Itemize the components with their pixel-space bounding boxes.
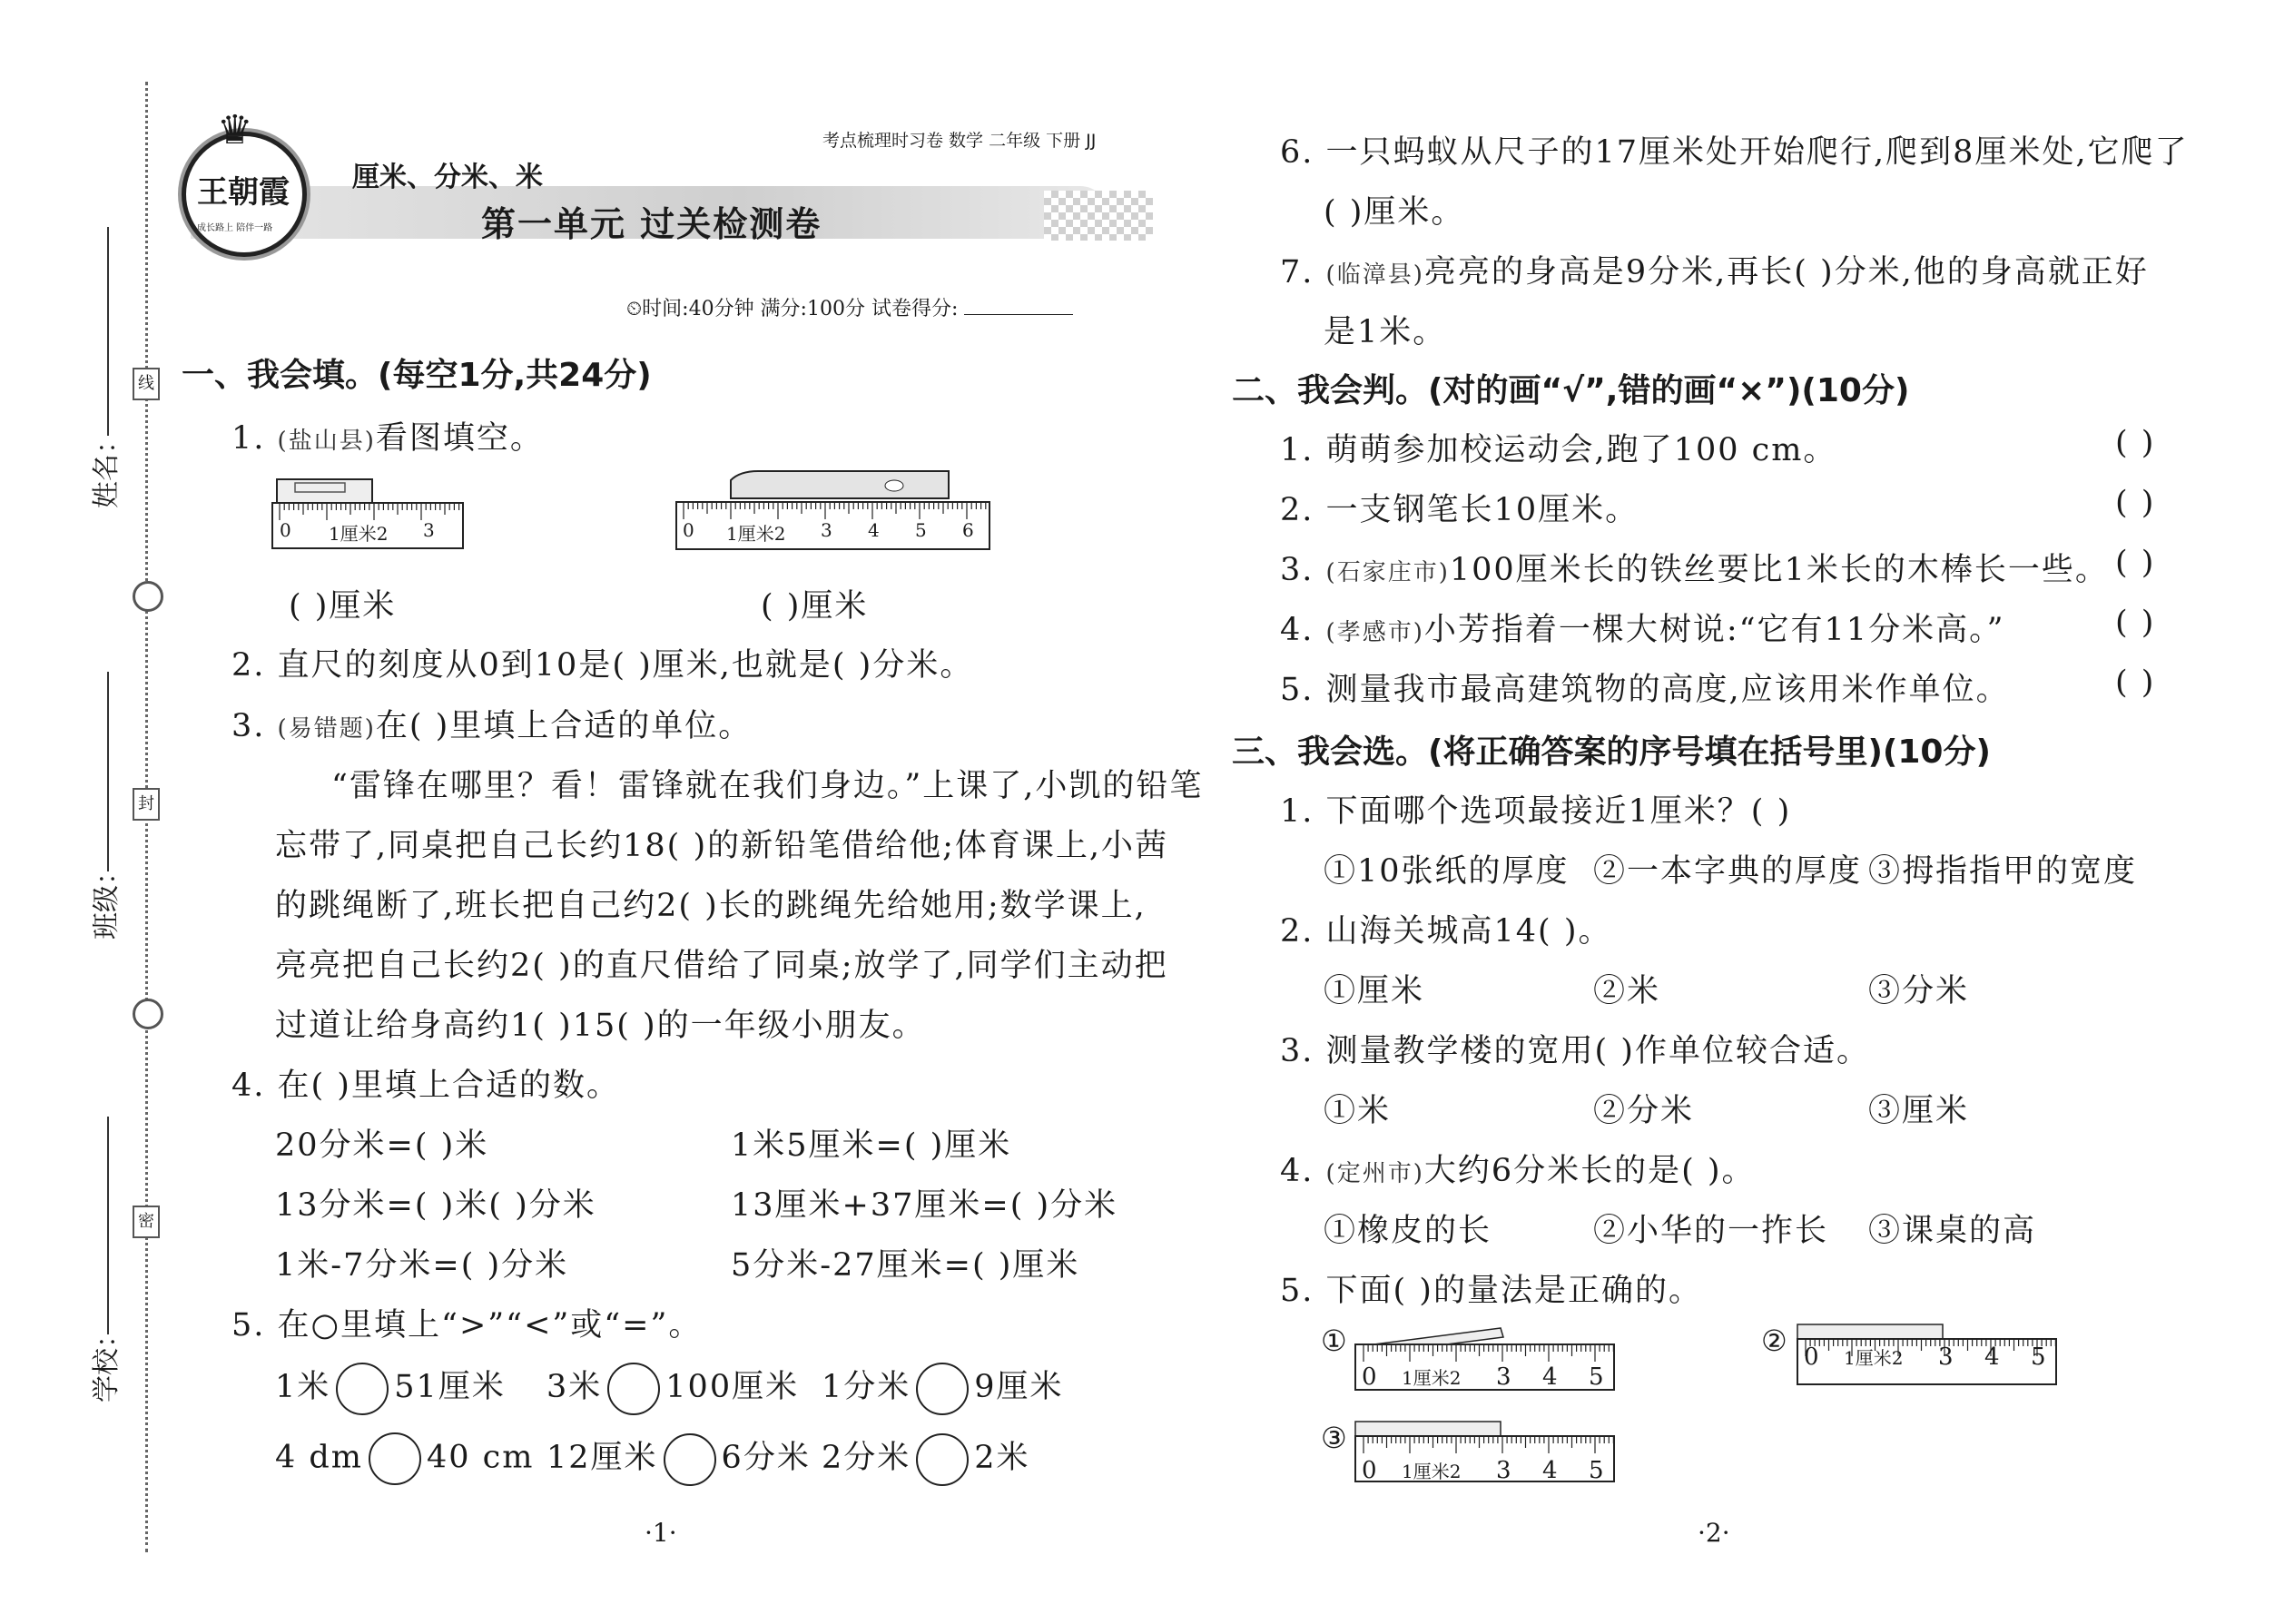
judge-item: [1280, 485, 1639, 530]
choice-option[interactable]: ③厘米: [1868, 1093, 1970, 1129]
q-text: 大约6分米长的是( )。: [1423, 1153, 1756, 1189]
question-6-line: 6. 一只蚂蚁从尺子的17厘米处开始爬行,爬到8厘米处,它爬了: [1280, 134, 2189, 171]
judge-answer-blank[interactable]: ( ): [2115, 485, 2156, 521]
compare-circle-blank[interactable]: [916, 1433, 969, 1486]
ruler-tick-label: 1厘米2: [1402, 1461, 1462, 1482]
figure-mark-3[interactable]: ③: [1321, 1421, 1349, 1455]
ruler-b-tick-4: 4: [868, 519, 880, 541]
q-text: 在( )里填上合适的单位。: [375, 708, 753, 744]
choice-option[interactable]: ②一本字典的厚度: [1593, 853, 1863, 890]
compare-circle-blank[interactable]: [664, 1433, 716, 1486]
ruler-tick-label: 5: [1589, 1363, 1604, 1391]
logo-subtext: 成长路上 陪伴一路: [197, 223, 273, 233]
q-text: 一支钢笔长10厘米。: [1325, 492, 1639, 528]
seal-line-2: 封: [133, 788, 160, 821]
ruler-tick-label: 1厘米2: [1402, 1367, 1462, 1389]
q-source: (临漳县): [1325, 261, 1424, 289]
choice-question-5: 5. 下面( )的量法是正确的。: [1280, 1273, 1702, 1309]
binding-knot-icon: [133, 581, 163, 612]
seal-line-3: 密: [133, 1206, 160, 1238]
ruler-b-tick-6: 6: [962, 519, 974, 541]
school-label: 学校：: [91, 1321, 123, 1403]
section-1-heading: 一、我会填。(每空1分,共24分): [182, 357, 652, 394]
compare-circle-blank[interactable]: [607, 1363, 660, 1415]
q1-answer-a[interactable]: ( )厘米: [289, 588, 397, 625]
compare-left: 4 dm: [275, 1439, 363, 1476]
choice-option[interactable]: ①橡皮的长: [1324, 1213, 1492, 1249]
compare-left: 3米: [546, 1369, 603, 1405]
q-text: 测量我市最高建筑物的高度,应该用米作单位。: [1325, 672, 2010, 708]
compare-right: 100厘米: [665, 1369, 800, 1405]
compare-circle-blank[interactable]: [916, 1363, 969, 1415]
q-source: (石家庄市): [1325, 559, 1450, 586]
question-7-line: 是1米。: [1324, 314, 1447, 350]
q3-passage-line: 过道让给身高约1( )15( )的一年级小朋友。: [275, 1008, 926, 1044]
compare-circle-blank[interactable]: [336, 1363, 389, 1415]
class-label: 班级：: [91, 858, 123, 940]
exam-info-text: ⏲时间:40分钟 满分:100分 试卷得分:: [626, 298, 959, 320]
q-text: 萌萌参加校运动会,跑了100 cm。: [1325, 432, 1837, 468]
q-number: 7.: [1280, 254, 1314, 290]
q-text: 看图填空。: [375, 420, 544, 457]
binding-knot-icon: [133, 999, 163, 1029]
compare-right: 6分米: [721, 1440, 811, 1476]
ruler-tick-label: 5: [2031, 1343, 2046, 1371]
ruler-b-tick-0: 0: [683, 519, 694, 541]
q-number: 3.: [231, 708, 266, 744]
q3-passage-line: 的跳绳断了,班长把自己约2( )长的跳绳先给她用;数学课上,: [275, 888, 1147, 924]
choice-option[interactable]: ②分米: [1593, 1093, 1695, 1129]
ruler-tick-label: 0: [1362, 1457, 1377, 1484]
compare-item: [275, 1432, 534, 1485]
ruler-b-tick-5: 5: [915, 519, 927, 541]
q-number: 4.: [1280, 612, 1314, 648]
choice-option[interactable]: ③课桌的高: [1868, 1213, 2037, 1249]
q-number: 5.: [1280, 672, 1314, 708]
ruler-a-tick-0: 0: [280, 519, 291, 541]
measure-figure-1: [1351, 1321, 1623, 1393]
q4-item[interactable]: 1米5厘米=( )厘米: [731, 1127, 1012, 1164]
q3-passage-line: “雷锋在哪里？看！雷锋就在我们身边。”上课了,小凯的铅笔: [331, 768, 1204, 804]
choice-question-1: 1. 下面哪个选项最接近1厘米？( ): [1280, 793, 1792, 830]
figure-mark-2[interactable]: ②: [1761, 1324, 1789, 1358]
ruler-b-tick-1: 1厘米2: [726, 523, 786, 545]
page-title: 第一单元 过关检测卷: [481, 204, 822, 244]
judge-answer-blank[interactable]: ( ): [2115, 664, 2156, 701]
q4-item[interactable]: 5分米-27厘米=( )厘米: [731, 1247, 1080, 1284]
compare-item: [275, 1362, 506, 1415]
q1-answer-b[interactable]: ( )厘米: [761, 588, 869, 625]
name-label: 姓名：: [91, 427, 123, 508]
exam-info: [626, 293, 1073, 321]
q-source: (定州市): [1325, 1160, 1424, 1187]
judge-item: [1280, 664, 2010, 710]
compare-item: [822, 1432, 1030, 1486]
ruler-tick-label: 4: [1542, 1363, 1558, 1391]
q4-item[interactable]: 13分米=( )米( )分米: [275, 1187, 596, 1224]
q-text: 100厘米长的铁丝要比1米长的木棒长一些。: [1449, 552, 2109, 588]
choice-option[interactable]: ①10张纸的厚度: [1324, 853, 1570, 890]
page-number-1: ·1·: [645, 1518, 677, 1548]
series-info: 考点梳理时习卷 数学 二年级 下册 JJ: [822, 131, 1097, 151]
q-source: (易错题): [277, 715, 376, 743]
choice-option[interactable]: ③分米: [1868, 973, 1970, 1009]
q4-item[interactable]: 1米-7分米=( )分米: [275, 1247, 569, 1284]
ruler-a-tick-3: 3: [423, 519, 435, 541]
compare-circle-blank[interactable]: [369, 1432, 421, 1485]
q-source: (盐山县): [277, 428, 376, 455]
choice-question-2: 2. 山海关城高14( )。: [1280, 913, 1612, 950]
judge-item: [1280, 605, 2004, 650]
ruler-b-tick-3: 3: [821, 519, 832, 541]
question-5: 5. 在○里填上“>”“<”或“=”。: [231, 1307, 703, 1343]
choice-option[interactable]: ②米: [1593, 973, 1661, 1009]
judge-answer-blank[interactable]: ( ): [2115, 425, 2156, 461]
ruler-tick-label: 1厘米2: [1844, 1347, 1904, 1369]
question-4: 4. 在( )里填上合适的数。: [231, 1068, 620, 1104]
header-checker: [1044, 191, 1153, 241]
compare-left: 1分米: [822, 1369, 911, 1405]
choice-option[interactable]: ③拇指指甲的宽度: [1868, 853, 2138, 890]
question-6-line[interactable]: ( )厘米。: [1324, 194, 1465, 231]
compare-item: [546, 1362, 799, 1415]
q3-passage-line: 忘带了,同桌把自己长约18( )的新铅笔借给他;体育课上,小茜: [275, 828, 1169, 864]
question-2: 2. 直尺的刻度从0到10是( )厘米,也就是( )分米。: [231, 647, 974, 684]
q-text: 小芳指着一棵大树说:“它有11分米高。”: [1423, 612, 2005, 648]
class-field-line: [107, 672, 109, 871]
logo-badge: [182, 107, 307, 257]
question-3: [231, 701, 752, 746]
compare-item: [546, 1432, 811, 1486]
ruler-tick-label: 5: [1589, 1457, 1604, 1484]
seal-line-1: 线: [133, 368, 160, 400]
page-number-2: ·2·: [1698, 1518, 1730, 1548]
q4-item[interactable]: 13厘米+37厘米=( )分米: [731, 1187, 1118, 1224]
compare-right: 2米: [974, 1440, 1030, 1476]
measure-figure-2: [1793, 1321, 2065, 1393]
choice-option[interactable]: ①米: [1324, 1093, 1392, 1129]
compare-left: 1米: [275, 1369, 331, 1405]
question-1: [231, 413, 544, 458]
school-field-line: [107, 1117, 109, 1334]
ruler-tick-label: 4: [1984, 1343, 2000, 1371]
name-field-line: [107, 227, 109, 436]
figure-mark-1[interactable]: ①: [1321, 1324, 1349, 1358]
section-2-heading: 二、我会判。(对的画“√”,错的画“×”)(10分): [1232, 372, 1910, 409]
compare-left: 2分米: [822, 1440, 911, 1476]
ruler-figure-b: [667, 468, 1003, 554]
choice-option[interactable]: ①厘米: [1324, 973, 1425, 1009]
q3-passage-line: 亮亮把自己长约2( )的直尺借给了同桌;放学了,同学们主动把: [275, 948, 1168, 984]
score-blank[interactable]: [964, 314, 1073, 315]
ruler-tick-label: 4: [1542, 1457, 1558, 1484]
q-number: 1.: [1280, 432, 1314, 468]
q-number: 2.: [1280, 492, 1314, 528]
compare-right: 9厘米: [974, 1369, 1064, 1405]
compare-left: 12厘米: [546, 1440, 658, 1476]
ruler-tick-label: 3: [1496, 1363, 1511, 1391]
compare-item: [822, 1362, 1064, 1415]
choice-option[interactable]: ②小华的一拃长: [1593, 1213, 1829, 1249]
choice-question-4: [1280, 1146, 1756, 1191]
logo-text: 王朝霞: [197, 174, 290, 211]
ruler-tick-label: 0: [1804, 1343, 1819, 1371]
q-number: 4.: [1280, 1153, 1314, 1189]
q-number: 3.: [1280, 552, 1314, 588]
section-3-heading: 三、我会选。(将正确答案的序号填在括号里)(10分): [1232, 733, 1991, 771]
ruler-a-tick-1: 1厘米2: [329, 523, 389, 545]
compare-right: 40 cm: [427, 1439, 535, 1476]
ruler-tick-label: 3: [1496, 1457, 1511, 1484]
ruler-tick-label: 0: [1362, 1363, 1377, 1391]
compare-right: 51厘米: [394, 1369, 506, 1405]
unit-subtitle: 厘米、分米、米: [352, 162, 543, 193]
q-number: 1.: [231, 420, 266, 457]
logo-crown-icon: ♛: [217, 107, 253, 153]
ruler-tick-label: 3: [1938, 1343, 1954, 1371]
measure-figure-3: [1351, 1418, 1623, 1491]
q-text: 亮亮的身高是9分米,再长( )分米,他的身高就正好: [1423, 254, 2149, 290]
question-7: [1280, 247, 2149, 292]
q-source: (孝感市): [1325, 619, 1424, 646]
judge-answer-blank[interactable]: ( ): [2115, 605, 2156, 641]
judge-item: [1280, 545, 2109, 590]
judge-item: [1280, 425, 1836, 470]
choice-question-3: 3. 测量教学楼的宽用( )作单位较合适。: [1280, 1033, 1870, 1069]
judge-answer-blank[interactable]: ( ): [2115, 545, 2156, 581]
q4-item[interactable]: 20分米=( )米: [275, 1127, 489, 1164]
